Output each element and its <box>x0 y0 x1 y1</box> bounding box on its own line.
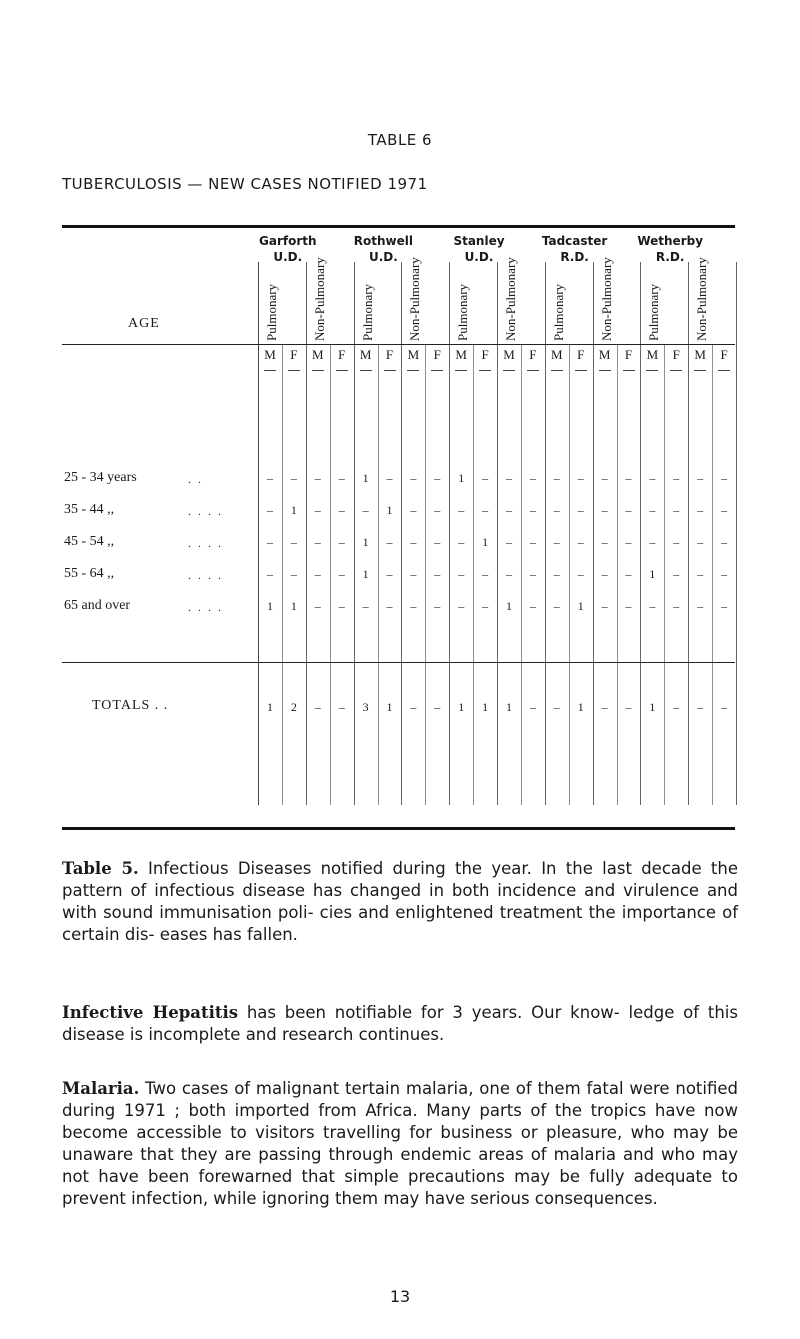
column-separator <box>736 262 737 805</box>
table-cell: – <box>410 503 417 517</box>
table-cell: – <box>601 567 608 581</box>
table-cell: 1 <box>649 567 656 581</box>
table-cell: 1 <box>577 599 584 613</box>
table-cell: – <box>506 503 512 517</box>
totals-rule <box>62 662 735 663</box>
table-cell: – <box>577 535 584 549</box>
table-cell: – <box>649 535 656 549</box>
table-cell: – <box>410 535 417 549</box>
table-row-label: 45 - 54 ,, <box>64 534 115 549</box>
district-type: R.D. <box>655 250 685 264</box>
table-cell: – <box>338 599 345 613</box>
table-cell: – <box>458 599 465 613</box>
table-cell: 1 <box>290 599 297 613</box>
sex-underline <box>479 370 491 371</box>
table-bottom-rule <box>62 827 735 830</box>
totals-cell: – <box>625 700 632 714</box>
table-cell: – <box>267 503 273 517</box>
table-cell: – <box>314 535 321 549</box>
category-header: Non-Pulmonary <box>311 257 327 341</box>
table-cell: – <box>482 599 489 613</box>
totals-cell: 1 <box>267 700 273 714</box>
table-cell: – <box>529 567 536 581</box>
table-cell: – <box>434 503 441 517</box>
district-name: Wetherby <box>637 234 704 248</box>
category-header: Pulmonary <box>359 283 375 341</box>
table-cell: – <box>601 503 608 517</box>
header-rule <box>62 344 735 345</box>
table-cell: – <box>386 535 393 549</box>
category-header: Non-Pulmonary <box>598 257 614 341</box>
paragraph-hepatitis-body: has been notifiable for 3 years. Our know- ledge of this disease is incomplete and research continues. <box>62 1002 738 1044</box>
table-cell: – <box>553 599 560 613</box>
district-name: Stanley <box>453 234 505 248</box>
table-cell: – <box>553 471 560 485</box>
sex-header: F <box>290 347 298 362</box>
sex-header: F <box>385 347 394 362</box>
totals-cell: – <box>410 700 417 714</box>
table-cell: – <box>386 599 393 613</box>
table-cell: 1 <box>506 599 512 613</box>
district-type: U.D. <box>368 250 398 264</box>
table-cell: – <box>673 599 680 613</box>
row-leader-dots: . . . . <box>188 600 223 614</box>
table-cell: – <box>506 471 512 485</box>
sex-separator <box>712 345 713 805</box>
sex-header: M <box>407 347 420 362</box>
table-row-label: 35 - 44 ,, <box>64 502 115 517</box>
table-cell: – <box>338 503 345 517</box>
table-cell: – <box>601 471 608 485</box>
sex-separator <box>617 345 618 805</box>
sex-separator <box>282 345 283 805</box>
totals-cell: – <box>529 700 536 714</box>
sex-header: F <box>338 347 346 362</box>
sex-underline <box>503 370 515 371</box>
table-cell: – <box>625 567 632 581</box>
table-cell: – <box>290 471 297 485</box>
totals-cell: – <box>721 700 728 714</box>
table-cell: – <box>267 567 273 581</box>
table-cell: – <box>458 503 465 517</box>
sex-underline <box>670 370 682 371</box>
sex-header: F <box>720 347 728 362</box>
table-cell: 1 <box>386 503 393 517</box>
sex-separator <box>473 345 474 805</box>
sex-underline <box>431 370 443 371</box>
sex-header: M <box>598 347 611 362</box>
table-cell: – <box>721 503 728 517</box>
totals-cell: 1 <box>577 700 584 714</box>
category-header: Pulmonary <box>264 283 279 341</box>
sex-underline <box>575 370 587 371</box>
table-cell: – <box>721 535 728 549</box>
sex-underline <box>646 370 658 371</box>
district-type: U.D. <box>464 250 494 264</box>
paragraph-table-5-lead: Table 5. <box>62 858 139 878</box>
table-cell: – <box>458 535 465 549</box>
sex-separator <box>664 345 665 805</box>
sex-header: M <box>455 347 467 362</box>
totals-label: TOTALS . . <box>92 698 169 713</box>
table-cell: – <box>482 471 489 485</box>
table-cell: – <box>434 471 441 485</box>
sex-header: M <box>503 347 515 362</box>
sex-underline <box>527 370 539 371</box>
sex-underline <box>551 370 563 371</box>
row-leader-dots: . . . . <box>188 568 223 582</box>
totals-cell: – <box>434 700 441 714</box>
table-cell: – <box>314 503 321 517</box>
table-cell: 1 <box>267 599 273 613</box>
table-row-label: 65 and over <box>64 598 131 613</box>
totals-cell: – <box>553 700 560 714</box>
totals-cell: – <box>697 700 704 714</box>
table-cell: – <box>386 567 393 581</box>
totals-cell: 1 <box>482 700 489 714</box>
sex-header: F <box>433 347 441 362</box>
table-cell: – <box>410 599 417 613</box>
table-cell: – <box>577 567 584 581</box>
page-number: 13 <box>389 1287 411 1306</box>
table-cell: – <box>553 567 560 581</box>
paragraph-table-5-body: Infectious Diseases notified during the year. In the last decade the pattern of infectious disease has changed in both incidence and virulence and with sound immunisation poli- cies and enlightened treatment the importance of certain dis- eases has fallen. <box>62 858 738 944</box>
sex-header: M <box>646 347 659 362</box>
sex-header: M <box>264 347 276 362</box>
sex-header: M <box>312 347 324 362</box>
sex-separator <box>330 345 331 805</box>
sex-underline <box>384 370 396 371</box>
sex-underline <box>623 370 635 371</box>
table-cell: – <box>553 535 560 549</box>
table-cell: – <box>649 599 656 613</box>
sex-header: M <box>551 347 563 362</box>
table-cell: – <box>697 503 704 517</box>
district-name: Garforth <box>259 234 317 248</box>
table-cell: – <box>338 535 345 549</box>
table-top-rule <box>62 225 735 228</box>
table-cell: – <box>362 599 369 613</box>
row-leader-dots: . . . . <box>188 536 223 550</box>
table-cell: – <box>314 471 321 485</box>
table-cell: – <box>362 503 369 517</box>
table-cell: – <box>697 471 704 485</box>
category-header: Pulmonary <box>455 283 471 341</box>
table-row-label: 55 - 64 ,, <box>64 566 115 581</box>
table-cell: – <box>410 471 417 485</box>
table-cell: – <box>697 535 704 549</box>
sex-header: F <box>672 347 680 362</box>
table-cell: 1 <box>362 567 369 581</box>
totals-cell: 1 <box>458 700 465 714</box>
sex-header: M <box>359 347 372 362</box>
table-cell: – <box>577 471 584 485</box>
table-cell: – <box>649 503 656 517</box>
category-header: Pulmonary <box>550 283 566 341</box>
sex-header: F <box>529 347 537 362</box>
sex-header: F <box>624 347 633 362</box>
totals-cell: – <box>601 700 608 714</box>
table-cell: – <box>721 599 728 613</box>
sex-underline <box>288 370 300 371</box>
table-cell: 1 <box>362 535 369 549</box>
table-cell: 1 <box>290 503 297 517</box>
sex-underline <box>455 370 467 371</box>
table-title: TUBERCULOSIS — NEW CASES NOTIFIED 1971 <box>62 175 428 193</box>
totals-cell: 1 <box>506 700 512 714</box>
sex-header: M <box>694 347 706 362</box>
table-cell: – <box>673 535 680 549</box>
table-cell: – <box>601 535 608 549</box>
table-cell: – <box>267 535 273 549</box>
sex-separator <box>378 345 379 805</box>
category-header: Non-Pulmonary <box>503 257 518 341</box>
table-cell: – <box>482 503 489 517</box>
table-number: TABLE 6 <box>367 131 433 149</box>
table-cell: – <box>434 567 441 581</box>
paragraph-malaria <box>62 1078 738 1210</box>
table-cell: – <box>625 503 632 517</box>
table-cell: – <box>338 471 345 485</box>
table-cell: – <box>338 567 345 581</box>
paragraph-malaria-lead: Malaria. <box>62 1078 140 1098</box>
table-cell: – <box>314 599 321 613</box>
table-cell: – <box>314 567 321 581</box>
paragraph-hepatitis-lead: Infective Hepatitis <box>62 1002 239 1022</box>
table-cell: – <box>529 503 536 517</box>
district-type: R.D. <box>560 250 589 264</box>
table-cell: 1 <box>362 471 369 485</box>
table-cell: – <box>601 599 608 613</box>
sex-underline <box>264 370 276 371</box>
table-cell: – <box>529 535 536 549</box>
table-row-label: 25 - 34 years <box>64 470 137 485</box>
district-name: Rothwell <box>353 234 413 248</box>
sex-underline <box>599 370 611 371</box>
table-cell: – <box>649 471 656 485</box>
table-cell: – <box>290 567 297 581</box>
table-cell: – <box>697 599 704 613</box>
paragraph-infective-hepatitis <box>62 1002 738 1046</box>
table-cell: – <box>673 503 680 517</box>
table-cell: – <box>721 567 728 581</box>
sex-separator <box>425 345 426 805</box>
table-cell: – <box>482 567 489 581</box>
totals-cell: 1 <box>386 700 393 714</box>
table-cell: – <box>721 471 728 485</box>
table-cell: – <box>386 471 393 485</box>
table-cell: – <box>506 535 512 549</box>
sex-underline <box>336 370 348 371</box>
row-leader-dots: . . . . <box>188 504 223 518</box>
sex-separator <box>521 345 522 805</box>
row-leader-dots: . . <box>188 472 203 486</box>
category-header: Pulmonary <box>646 283 662 341</box>
totals-cell: – <box>673 700 680 714</box>
table-cell: – <box>673 567 680 581</box>
sex-header: F <box>577 347 585 362</box>
age-column-header: AGE <box>128 316 160 331</box>
table-cell: – <box>434 599 441 613</box>
totals-cell: 3 <box>362 700 369 714</box>
table-cell: – <box>577 503 584 517</box>
table-cell: 1 <box>458 471 465 485</box>
table-cell: – <box>410 567 417 581</box>
table-cell: – <box>290 535 297 549</box>
table-cell: – <box>529 599 536 613</box>
category-header: Non-Pulmonary <box>407 257 423 341</box>
sex-header: F <box>481 347 489 362</box>
table-cell: – <box>625 535 632 549</box>
table-cell: – <box>625 599 632 613</box>
paragraph-table-5 <box>62 858 738 946</box>
sex-underline <box>360 370 372 371</box>
totals-cell: – <box>314 700 321 714</box>
sex-underline <box>407 370 419 371</box>
district-type: U.D. <box>273 250 303 264</box>
table-cell: 1 <box>482 535 489 549</box>
table-cell: – <box>673 471 680 485</box>
totals-cell: 1 <box>649 700 656 714</box>
totals-cell: 2 <box>290 700 297 714</box>
sex-underline <box>312 370 324 371</box>
table-cell: – <box>697 567 704 581</box>
category-header: Non-Pulmonary <box>694 257 710 341</box>
sex-underline <box>694 370 706 371</box>
table-cell: – <box>529 471 536 485</box>
district-header <box>612 233 728 265</box>
table-cell: – <box>506 567 512 581</box>
table-cell: – <box>458 567 465 581</box>
table-cell: – <box>434 535 441 549</box>
table-cell: – <box>553 503 560 517</box>
table-cell: – <box>267 471 273 485</box>
totals-cell: – <box>338 700 345 714</box>
sex-underline <box>718 370 730 371</box>
sex-separator <box>569 345 570 805</box>
table-cell: – <box>625 471 632 485</box>
district-name: Tadcaster <box>541 234 608 248</box>
paragraph-malaria-body: Two cases of malignant tertain malaria, one of them fatal were notified during 1971 ; both imported from Africa. Many parts of the tropics have now become accessible to visitors travelling for business or pleasure, who may be unaware that they are passing through endemic areas of malaria and who may not have been forewarned that simple precautions may be fully adequate to prevent infection, while ignoring them may have serious consequences. <box>62 1078 738 1208</box>
